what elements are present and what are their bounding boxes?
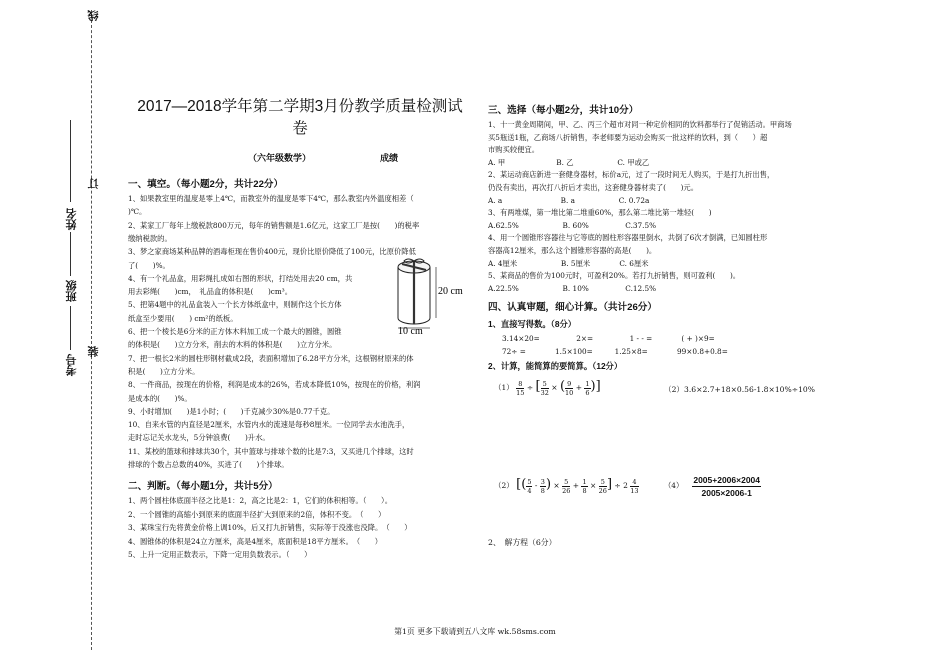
margin-xingming: 姓名: [66, 208, 78, 230]
section-1-line: 排球的个数占总数的40%，买进了( )个排球。: [128, 460, 289, 469]
gift-box-figure: [392, 258, 476, 334]
expression-3: （2） [( $\frac{5}{4}$ - $\frac{3}{8}$ ) × $\frac{5}{26}$ + $\frac{1}{8}$ × $\frac{5}{26}$ ] ÷ 2 $\frac{4}{13}$: [494, 477, 639, 495]
section-3-line: 容器高12厘米，那么这个圆锥形容器的高是( )。: [488, 246, 657, 255]
section-3-line: A. 4厘米 B. 5厘米 C. 6厘米: [488, 258, 649, 268]
height-label: 20 cm: [438, 286, 463, 297]
expression-1-label: （1）: [494, 383, 514, 392]
section-2-line: 2、一个圆锥的高缩小到原来的底面半径扩大到原来的2倍，体积不变。 （ ）: [128, 509, 386, 519]
expression-4: （4） $\frac{2005+2006\times 2004}{2005\times 2006-1}$: [664, 475, 760, 498]
kaohao-blank[interactable]: [70, 306, 71, 350]
section-1-line: 6、把一个棱长是6分米的正方体木料加工成一个最大的圆锥，圆锥: [128, 327, 342, 336]
section-1-line: 用去彩绳( )cm， 礼品盒的体积是( )cm³。: [128, 287, 293, 297]
section-2-line: 4、圆锥体的体积是24立方厘米，高是4厘米，底面积是18平方厘米。 （ ）: [128, 536, 383, 546]
banji-blank[interactable]: [70, 232, 71, 276]
q1-row-1: 3.14×20= 2×= 1 - - = ( + )×9=: [502, 334, 715, 343]
fraction-1-6: $\frac{1}{6}$: [585, 379, 590, 397]
margin-xian: 线: [88, 10, 100, 21]
section-1-heading: 一、填空。（每小题2分，共计22分）: [128, 179, 284, 190]
margin-kaohao: 考号: [66, 354, 78, 376]
section-1-line: 4、有一个礼品盒，用彩绳扎成如右图的形状，打结处用去20 cm，共: [128, 273, 353, 283]
xingming-blank[interactable]: [70, 120, 71, 202]
section-1-line: 8、一件商品，按现在的价格，利润是成本的26%，若成本降低10%，按现在的价格，利润: [128, 380, 421, 390]
section-1-line: 7、把一根长2米的圆柱形钢材截成2段，表面积增加了6.28平方分米，这根钢材原来的体: [128, 353, 414, 363]
section-1-line: 5、把第4题中的礼品盒装入一个长方体纸盒中，则制作这个长方体: [128, 300, 342, 310]
title-line-1: 2017—2018学年第二学期3月份教学质量检测试: [137, 98, 463, 115]
section-1-line: 11、某校的篮球和排球共30个，其中篮球与排球个数的比是7:3，又买进几个排球，这时: [128, 446, 414, 456]
section-1-line: 的体积是( )立方分米，削去的木料的体积是( )立方分米。: [128, 340, 337, 350]
fraction-large: $\frac{2005+2006\times 2004}{2005\times 2006-1}$: [693, 475, 760, 498]
expression-2: （2）3.6×2.7+18×0.56-1.8×10%÷10%: [664, 385, 815, 394]
section-3-line: 3、有两堆煤，第一堆比第二堆重60%，那么第二堆比第一堆轻( ): [488, 208, 712, 218]
section-1-line: 积是( )立方分米。: [128, 366, 200, 376]
q1-label: 1、直接写得数。（8分）: [488, 319, 577, 329]
page-footer: 第1页 更多下载请到五八文库 wk.58sms.com: [394, 627, 556, 636]
fraction-9-10: $\frac{9}{10}$: [565, 379, 574, 397]
section-4-heading: 四、认真审题，细心计算。（共计26分）: [488, 302, 657, 313]
section-3-line: 2、某运动商店新进一套健身器材，标价a元，过了一段时间无人购买，于是打九折出售，: [488, 170, 775, 180]
binding-line: [91, 10, 92, 650]
width-label: 10 cm: [398, 326, 423, 334]
section-1-line: 走时忘记关水龙头，5分钟浪费( )升水。: [128, 433, 270, 443]
exam-title: [128, 96, 472, 140]
fraction-8-15: $\frac{8}{15}$: [516, 379, 525, 397]
section-2-heading: 二、判断。（每小题1分，共计5分）: [128, 481, 278, 492]
section-1-line: 3、梦之家商场某种品牌的酒毒柜现在售价400元，现价比原价降低了100元，比原价降低: [128, 247, 416, 257]
margin-zhuang: 装: [88, 346, 100, 357]
section-2-line: 5、上升一定用正数表示，下降一定用负数表示。（ ）: [128, 550, 312, 560]
section-3-line: 5、某商品的售价为100元时，可盈利20%。若打九折销售，则可盈利( )。: [488, 271, 741, 281]
section-3-line: A. a B. a C. 0.72a: [488, 195, 650, 205]
section-1-line: 9、小时增加( )是1小时；( )千克减少30%是0.77千克。: [128, 406, 335, 416]
section-1-line: 了( )%。: [128, 260, 170, 270]
section-2-line: 1、两个圆柱体底面半径之比是1：2，高之比是2：1，它们的体积相等。（ ）。: [128, 496, 393, 505]
section-3-line: A. 甲 B. 乙 C. 甲或乙: [488, 157, 650, 167]
margin-ding: 订: [88, 178, 100, 189]
section-1-line: 缴纳税款的。: [128, 233, 172, 243]
section-1-line: 10、自来水管的内直径是2厘米，水管内水的流速是每秒8厘米。一位同学去水池洗手，: [128, 420, 410, 430]
section-3-line: 买5瓶送1瓶，乙商场八折销售，李老师要为运动会购买一批这样的饮料，到（ ）超: [488, 132, 768, 142]
section-1-line: 2、某家工厂每年上缴税款800万元，每年的销售额是1.6亿元，这家工厂是按( )的税率: [128, 220, 420, 230]
q1-row-2: 72÷ = 1.5×100= 1.25×8= 99×0.8+0.8=: [502, 347, 728, 356]
section-1-line: 是成本的( )%。: [128, 393, 192, 403]
section-3-line: A.22.5% B. 10% C.12.5%: [488, 283, 657, 293]
score-label: 成绩: [380, 153, 399, 163]
expression-1: （1） $\frac{8}{15}$ ÷ [ $\frac{5}{32}$ × ( $\frac{9}{10}$ + $\frac{1}{6}$ )]: [494, 379, 601, 397]
section-3-heading: 三、选择（每小题2分，共计10分）: [488, 105, 639, 116]
section-2-line: 3、某珠宝行先将黄金价格上调10%，后又打九折销售，实际等于没涨也没降。 （ ）: [128, 523, 412, 533]
section-1-line: 1、如果教室里的温度是零上4℃，而教室外的温度是零下4℃，那么教室内外温度相差（: [128, 194, 414, 203]
section-3-line: A.62.5% B. 60% C.37.5%: [488, 220, 657, 230]
fraction-5-32: $\frac{5}{32}$: [540, 379, 549, 397]
margin-banji: 班级: [66, 280, 78, 302]
section-1-line: 纸盒至少要用( ) cm²的纸板。: [128, 313, 238, 323]
section-1-line: )℃。: [128, 207, 147, 217]
subject-label: （六年级数学）: [248, 153, 312, 163]
section-3-line: 市购买较便宜。: [488, 145, 540, 155]
section-3-line: 1、十一黄金周期间，甲、乙、丙三个超市对同一种定价相同的饮料都举行了促销活动。甲商场: [488, 120, 792, 129]
section-3-line: 4、用一个圆锥形容器往与它等底的圆柱形容器里倒水，共倒了6次才倒满，已知圆柱形: [488, 233, 768, 243]
section-3-line: 仍没有卖出，再次打八折后才卖出，这套健身器材卖了( )元。: [488, 183, 699, 192]
q3-label: 2、 解方程（6分）: [488, 538, 557, 547]
title-line-2: 卷: [292, 120, 308, 137]
q2-label: 2、计算，能简算的要简算。（12分）: [488, 361, 623, 371]
